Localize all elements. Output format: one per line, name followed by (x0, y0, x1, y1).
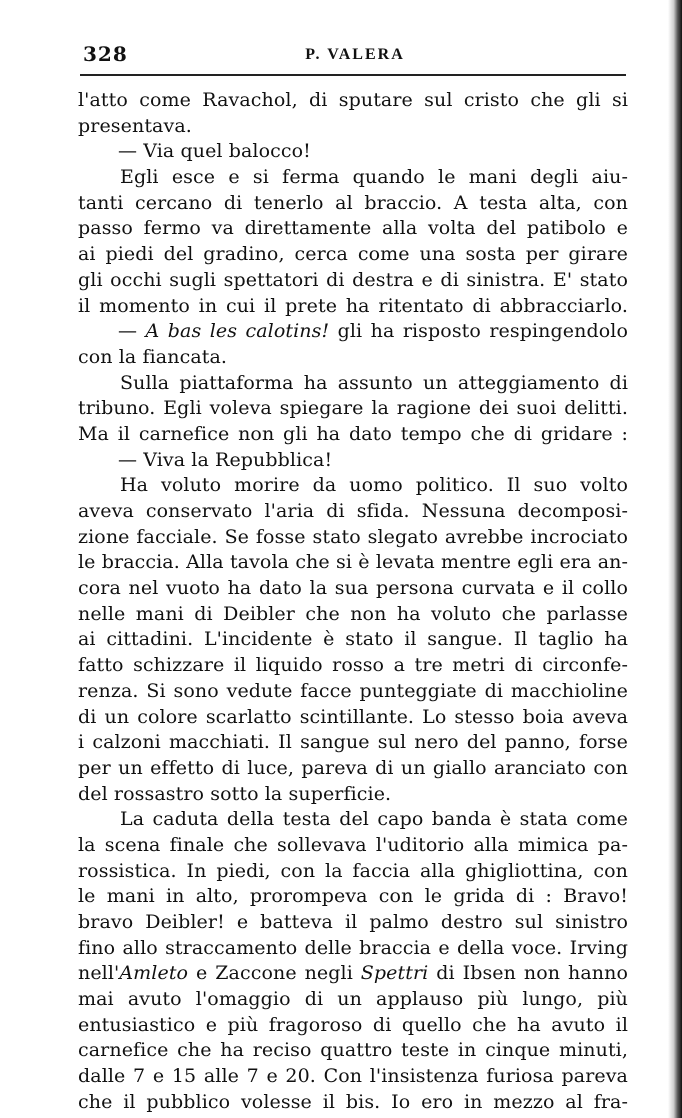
text-line: — Viva la Repubblica! (118, 448, 333, 471)
text-line: gli occhi sugli spettatori di destra e di sinistra. E' stato (78, 268, 628, 291)
text-line: tribuno. Egli voleva spiegare la ragione dei suoi delitti. (78, 397, 628, 420)
page-edge-shadow (668, 0, 682, 1118)
text-line: bravo Deibler! e batteva il palmo destro sul sinistro (78, 911, 628, 933)
text-line: Egli esce e si ferma quando le mani degli aiu- (120, 166, 628, 189)
text-line: La caduta della testa del capo banda è stata come (120, 808, 628, 831)
text-line: con la fiancata. (78, 345, 228, 368)
text-line: l'atto come Ravachol, di sputare sul cristo che gli si (78, 89, 628, 111)
text-line: Ma il carnefice non gli ha dato tempo che di gridare : (78, 422, 628, 445)
header-rule (80, 74, 626, 76)
text-line: del rossastro sotto la superficie. (78, 782, 392, 805)
text-line: nelle mani di Deibler che non ha voluto che parlasse (78, 602, 628, 625)
text-line: ai cittadini. L'incidente è stato il sangue. Il taglio ha (78, 628, 628, 651)
page-number: 328 (83, 42, 128, 66)
text-line: zione facciale. Se fosse stato slegato avrebbe incrociato (78, 525, 628, 548)
text-line: — A bas les calotins! gli ha risposto respingendolo (118, 320, 628, 343)
text-line: ai piedi del gradino, cerca come una sosta per girare (78, 243, 628, 266)
text-line: il momento in cui il prete ha ritentato di abbracciarlo. (78, 294, 628, 317)
text-line: dalle 7 e 15 alle 7 e 20. Con l'insistenza furiosa pareva (78, 1065, 628, 1088)
body-text (78, 88, 628, 1116)
text-line: passo fermo va direttamente alla volta del patibolo e (78, 217, 628, 240)
text-line: carnefice che ha reciso quattro teste in cinque minuti, (78, 1039, 628, 1062)
text-line: entusiastico e più fragoroso di quello che ha avuto il (78, 1013, 628, 1036)
text-line: — Via quel balocco! (118, 140, 311, 163)
text-line: presentava. (78, 114, 192, 137)
text-line: aveva conservato l'aria di sfida. Nessuna decomposi- (78, 500, 628, 522)
page-header (83, 42, 627, 72)
text-line: mai avuto l'omaggio di un applauso più lungo, più (78, 988, 628, 1011)
text-line: fatto schizzare il liquido rosso a tre metri di circonfe- (78, 654, 628, 677)
text-line: la scena finale che sollevava l'uditorio alla mimica pa- (78, 833, 628, 856)
text-line: rossistica. In piedi, con la faccia alla ghigliottina, con (78, 859, 628, 882)
text-line: tanti cercano di tenerlo al braccio. A testa alta, con (78, 191, 628, 214)
text-line: renza. Si sono vedute facce punteggiate di macchioline (78, 679, 628, 702)
text-line: cora nel vuoto ha dato la sua persona curvata e il collo (78, 577, 628, 600)
running-head: P. VALERA (305, 46, 405, 63)
text-line: Ha voluto morire da uomo politico. Il suo volto (120, 474, 628, 497)
text-line: per un effetto di luce, pareva di un giallo aranciato con (78, 756, 628, 779)
text-line: Sulla piattaforma ha assunto un atteggiamento di (120, 371, 628, 394)
text-line: fino allo straccamento delle braccia e della voce. Irving (78, 936, 628, 959)
text-line: di un colore scarlatto scintillante. Lo stesso boia aveva (78, 705, 628, 728)
text-line: le braccia. Alla tavola che si è levata mentre egli era an- (78, 551, 628, 574)
text-line: le mani in alto, prorompeva con le grida di : Bravo! (78, 885, 628, 908)
text-line: i calzoni macchiati. Il sangue sul nero del panno, forse (78, 731, 628, 754)
text-line: che il pubblico volesse il bis. Io ero in mezzo al fra- (78, 1090, 628, 1113)
text-line: nell'Amleto e Zaccone negli Spettri di Ibsen non hanno (78, 962, 628, 985)
